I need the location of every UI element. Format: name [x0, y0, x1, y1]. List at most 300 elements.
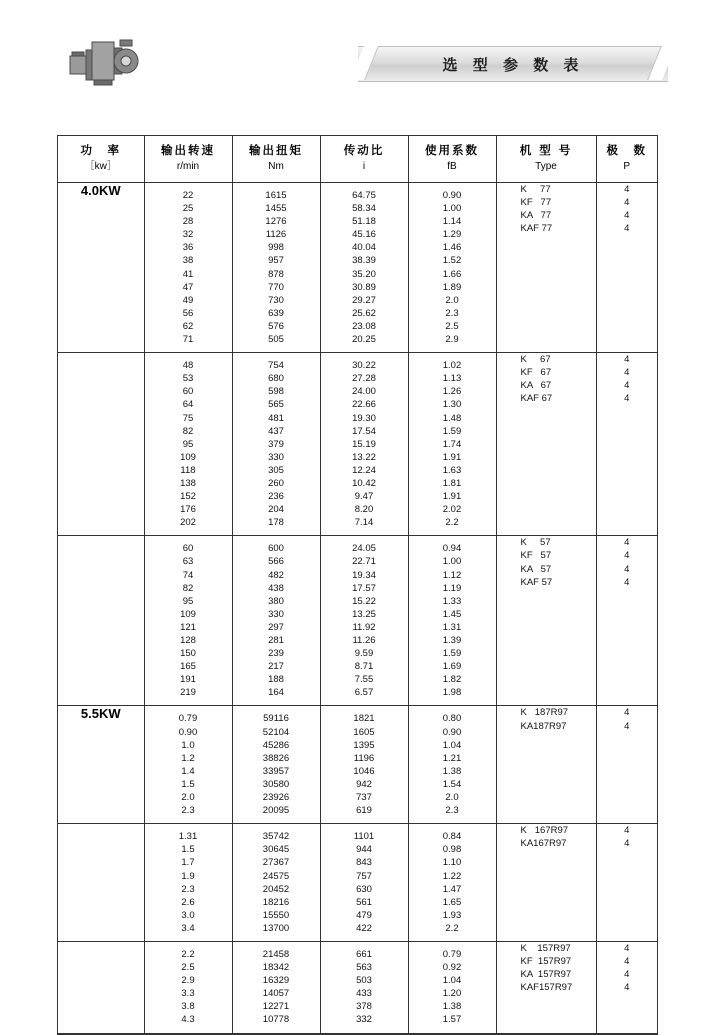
poles-list	[597, 536, 658, 588]
output-speed-value: 1.7	[181, 857, 195, 869]
service-factor-value: 1.59	[442, 425, 462, 437]
output-torque-value: 18216	[262, 896, 290, 908]
ratio-list	[321, 353, 408, 535]
service-factor-value: 1.21	[442, 752, 462, 764]
service-factor-value: 1.82	[442, 674, 462, 686]
output-torque-value: 13700	[262, 922, 290, 934]
output-torque-value: 52104	[262, 726, 290, 738]
ratio-value: 479	[356, 909, 372, 921]
output-torque-value: 21458	[262, 948, 290, 960]
output-speed-value: 75	[182, 412, 194, 424]
ratio-value: 64.75	[352, 190, 376, 201]
type-value: K 77	[520, 184, 551, 195]
service-factor-value: 0.98	[442, 844, 462, 856]
document-page	[0, 30, 715, 1026]
column-header-title-1: 输出转速	[161, 143, 215, 157]
service-factor-list	[409, 353, 496, 535]
output-speed-value: 2.0	[181, 792, 195, 804]
service-factor-cell	[408, 941, 496, 1033]
ratio-value: 1821	[353, 713, 375, 725]
column-header-unit-0: ［kw］	[84, 161, 117, 172]
power-cell	[58, 536, 144, 706]
output-torque-value: 1615	[265, 190, 287, 201]
type-value: KAF 77	[520, 223, 553, 235]
output-speed-value: 47	[182, 281, 194, 293]
output-torque-value: 10778	[262, 1014, 290, 1026]
ratio-value: 40.04	[352, 242, 376, 254]
output-speed-value: 109	[180, 451, 196, 463]
type-list	[497, 183, 596, 235]
output-torque-value: 598	[268, 386, 284, 398]
gear-motor-icon	[68, 36, 142, 88]
type-value: KA 57	[520, 563, 552, 575]
output-torque-value: 878	[268, 268, 284, 280]
output-torque-value: 188	[268, 674, 284, 686]
service-factor-value: 2.0	[445, 294, 459, 306]
type-value: KF 157R97	[520, 956, 572, 968]
output-torque-value: 505	[268, 334, 284, 346]
output-speed-value: 109	[180, 608, 196, 620]
table-row	[58, 941, 657, 1033]
output-speed-value: 1.5	[181, 844, 195, 856]
type-value: K 67	[520, 354, 551, 366]
type-value: K 57	[520, 537, 551, 549]
type-list	[497, 353, 596, 405]
output-torque-value: 566	[268, 556, 284, 568]
output-torque-value: 20095	[262, 805, 290, 817]
type-cell	[496, 706, 596, 824]
type-value: KA167R97	[520, 838, 567, 850]
service-factor-value: 1.00	[442, 556, 462, 568]
output-speed-cell	[144, 706, 232, 824]
service-factor-value: 0.92	[442, 962, 462, 974]
output-speed-value: 38	[182, 255, 194, 267]
column-header-unit-3: i	[362, 161, 366, 172]
poles-list	[597, 183, 658, 235]
output-speed-list	[145, 183, 232, 352]
table-header-row	[58, 136, 657, 183]
poles-cell	[596, 706, 657, 824]
column-header-title-5: 机 型 号	[519, 143, 573, 157]
service-factor-value: 1.98	[442, 687, 462, 699]
output-speed-value: 1.31	[178, 831, 198, 843]
service-factor-value: 0.90	[442, 726, 462, 738]
output-speed-value: 28	[182, 216, 194, 228]
output-torque-value: 239	[268, 648, 284, 660]
service-factor-value: 2.9	[445, 334, 459, 346]
output-torque-value: 18342	[262, 962, 290, 974]
service-factor-list	[409, 183, 496, 352]
poles-value: 4	[624, 825, 630, 837]
service-factor-value: 2.0	[445, 792, 459, 804]
output-torque-value: 281	[268, 635, 284, 646]
ratio-value: 20.25	[352, 334, 376, 346]
ratio-value: 9.59	[354, 648, 374, 660]
output-speed-value: 2.3	[181, 883, 195, 895]
output-speed-list	[145, 536, 232, 705]
column-header-title-3: 传动比	[343, 143, 385, 157]
output-speed-value: 36	[182, 242, 194, 254]
output-speed-value: 138	[180, 477, 196, 489]
column-header-0	[58, 136, 144, 183]
output-torque-value: 438	[268, 582, 284, 594]
output-speed-cell	[144, 353, 232, 536]
poles-value: 4	[624, 942, 630, 954]
ratio-cell	[320, 536, 408, 706]
poles-value: 4	[624, 550, 630, 562]
ratio-value: 422	[356, 922, 372, 934]
service-factor-value: 0.79	[442, 948, 462, 960]
ratio-value: 6.57	[354, 687, 374, 699]
poles-cell	[596, 824, 657, 942]
output-speed-value: 0.90	[178, 726, 198, 738]
column-header-1	[144, 136, 232, 183]
output-torque-value: 330	[268, 451, 284, 463]
service-factor-value: 2.5	[445, 320, 459, 332]
poles-list	[597, 942, 658, 994]
type-value: KA 157R97	[520, 969, 572, 981]
output-torque-value: 330	[268, 608, 284, 620]
output-torque-list	[233, 706, 320, 823]
ratio-value: 1046	[353, 765, 375, 777]
output-speed-value: 1.0	[181, 739, 195, 751]
column-header-unit-1: r/min	[176, 161, 200, 172]
service-factor-value: 1.20	[442, 988, 462, 1000]
output-speed-value: 82	[182, 582, 194, 594]
ratio-value: 757	[356, 870, 372, 882]
output-speed-value: 1.5	[181, 778, 195, 790]
poles-value: 4	[624, 838, 630, 850]
ratio-value: 19.34	[352, 569, 376, 581]
service-factor-value: 1.65	[442, 896, 462, 908]
output-torque-list	[233, 942, 320, 1033]
ratio-value: 24.05	[352, 543, 376, 555]
output-torque-value: 38826	[262, 752, 290, 764]
poles-cell	[596, 353, 657, 536]
ratio-value: 11.26	[352, 635, 376, 646]
service-factor-value: 1.54	[442, 778, 462, 790]
column-header-unit-5: Type	[535, 161, 557, 172]
poles-cell	[596, 183, 657, 353]
service-factor-value: 1.38	[442, 765, 462, 777]
ratio-value: 378	[356, 1001, 372, 1013]
output-torque-value: 59116	[263, 713, 289, 725]
ratio-cell	[320, 706, 408, 824]
page-title: 选 型 参 数 表	[442, 56, 584, 74]
type-cell	[496, 353, 596, 536]
type-value: KF 67	[520, 367, 552, 379]
service-factor-value: 1.47	[442, 883, 462, 895]
output-torque-value: 178	[268, 517, 284, 529]
service-factor-value: 0.90	[442, 190, 462, 201]
column-header-unit-6: P	[623, 161, 631, 172]
output-torque-value: 639	[268, 307, 284, 319]
output-speed-value: 60	[182, 386, 194, 398]
service-factor-value: 1.74	[442, 438, 462, 450]
service-factor-value: 1.57	[442, 1014, 462, 1026]
poles-value: 4	[624, 576, 630, 588]
service-factor-list	[409, 536, 496, 705]
output-speed-value: 62	[182, 320, 194, 332]
output-speed-value: 1.4	[181, 765, 195, 777]
output-speed-list	[145, 706, 232, 823]
output-torque-value: 1126	[265, 229, 287, 241]
type-list	[497, 824, 596, 850]
ratio-value: 942	[356, 778, 372, 790]
power-cell: 5.5KW	[58, 706, 144, 824]
ratio-value: 17.54	[352, 425, 376, 437]
ratio-value: 22.71	[352, 556, 376, 568]
title-banner	[358, 46, 668, 82]
ratio-value: 29.27	[352, 294, 376, 306]
output-torque-value: 23926	[262, 792, 290, 804]
type-value: KAF 57	[520, 576, 553, 588]
type-value: KA 67	[520, 380, 552, 392]
poles-value: 4	[624, 969, 630, 981]
output-speed-value: 128	[180, 635, 196, 646]
column-header-title-0: 功 率	[80, 143, 121, 157]
output-speed-cell	[144, 183, 232, 353]
output-speed-value: 4.3	[181, 1014, 195, 1026]
service-factor-value: 1.66	[442, 268, 462, 280]
service-factor-value: 1.33	[442, 595, 462, 607]
ratio-value: 503	[356, 975, 372, 987]
service-factor-value: 2.3	[445, 805, 459, 817]
column-header-5	[496, 136, 596, 183]
power-cell	[58, 941, 144, 1033]
output-speed-value: 56	[182, 307, 194, 319]
ratio-value: 17.57	[352, 582, 376, 594]
output-speed-value: 2.5	[181, 962, 195, 974]
service-factor-value: 1.89	[442, 281, 462, 293]
type-value: KA187R97	[520, 720, 567, 732]
poles-value: 4	[624, 184, 630, 195]
service-factor-value: 1.91	[442, 491, 462, 503]
ratio-list	[321, 183, 408, 352]
output-speed-value: 95	[182, 595, 194, 607]
type-value: KAF 67	[520, 393, 553, 405]
output-speed-value: 53	[182, 373, 194, 385]
ratio-value: 30.89	[352, 281, 376, 293]
service-factor-cell	[408, 824, 496, 942]
output-torque-value: 481	[268, 412, 284, 424]
service-factor-value: 1.12	[442, 569, 462, 581]
service-factor-cell	[408, 183, 496, 353]
poles-value: 4	[624, 380, 630, 392]
poles-value: 4	[624, 563, 630, 575]
spec-table	[58, 136, 657, 1034]
type-list	[497, 706, 596, 732]
poles-list	[597, 706, 658, 732]
output-torque-value: 437	[268, 425, 284, 437]
page-header	[28, 30, 687, 102]
type-cell	[496, 824, 596, 942]
output-torque-value: 164	[268, 687, 284, 699]
output-torque-value: 482	[268, 569, 284, 581]
column-header-title-4: 使用系数	[425, 143, 479, 157]
output-speed-value: 82	[182, 425, 194, 437]
ratio-value: 433	[356, 988, 372, 1000]
ratio-value: 7.14	[354, 517, 374, 529]
output-torque-cell	[232, 183, 320, 353]
output-torque-value: 754	[268, 360, 284, 372]
ratio-value: 7.55	[354, 674, 374, 686]
ratio-value: 1605	[353, 726, 375, 738]
output-torque-value: 20452	[262, 883, 290, 895]
ratio-value: 8.71	[354, 661, 374, 673]
output-torque-value: 27367	[262, 857, 290, 869]
output-speed-value: 25	[182, 203, 194, 215]
ratio-value: 22.66	[352, 399, 376, 411]
poles-value: 4	[624, 956, 630, 968]
output-speed-list	[145, 824, 232, 941]
column-header-6	[596, 136, 657, 183]
ratio-value: 1101	[353, 831, 375, 843]
output-speed-value: 150	[180, 648, 196, 660]
ratio-value: 332	[356, 1014, 372, 1026]
output-speed-value: 63	[182, 556, 194, 568]
type-value: K 167R97	[520, 825, 569, 837]
service-factor-value: 1.30	[442, 399, 462, 411]
service-factor-list	[409, 824, 496, 941]
type-cell	[496, 941, 596, 1033]
poles-list	[597, 353, 658, 405]
output-speed-value: 165	[180, 661, 196, 673]
output-torque-cell	[232, 706, 320, 824]
output-speed-value: 74	[182, 569, 194, 581]
output-torque-cell	[232, 941, 320, 1033]
spec-table-body	[58, 136, 657, 1033]
service-factor-value: 0.84	[442, 831, 462, 843]
output-speed-value: 95	[182, 438, 194, 450]
table-row	[58, 706, 657, 824]
column-header-title-2: 输出扭矩	[249, 143, 303, 157]
output-speed-value: 2.6	[181, 896, 195, 908]
output-torque-value: 380	[268, 595, 284, 607]
ratio-value: 12.24	[352, 464, 376, 476]
output-torque-value: 1455	[265, 203, 287, 215]
poles-cell	[596, 536, 657, 706]
output-speed-value: 219	[180, 687, 196, 699]
output-speed-value: 1.2	[181, 752, 195, 764]
type-list	[497, 942, 596, 994]
poles-value: 4	[624, 707, 630, 719]
output-speed-value: 2.9	[181, 975, 195, 987]
output-speed-cell	[144, 824, 232, 942]
ratio-value: 661	[356, 948, 372, 960]
ratio-cell	[320, 183, 408, 353]
service-factor-value: 1.31	[442, 621, 462, 633]
output-speed-value: 3.4	[181, 922, 195, 934]
type-value: KF 57	[520, 550, 552, 562]
output-torque-value: 217	[268, 661, 284, 673]
ratio-value: 35.20	[352, 268, 376, 280]
service-factor-cell	[408, 536, 496, 706]
ratio-value: 563	[356, 962, 372, 974]
type-value: KA 77	[520, 210, 552, 222]
output-speed-value: 2.3	[181, 805, 195, 817]
service-factor-value: 1.19	[442, 582, 462, 594]
column-header-3	[320, 136, 408, 183]
service-factor-list	[409, 706, 496, 823]
output-torque-value: 576	[268, 320, 284, 332]
output-torque-value: 998	[268, 242, 284, 254]
type-cell	[496, 536, 596, 706]
power-cell: 4.0KW	[58, 183, 144, 353]
service-factor-value: 1.14	[442, 216, 462, 228]
poles-list	[597, 824, 658, 850]
ratio-value: 13.22	[352, 451, 376, 463]
output-speed-value: 3.0	[181, 909, 195, 921]
column-header-title-6: 极 数	[606, 143, 647, 157]
ratio-cell	[320, 353, 408, 536]
output-speed-value: 64	[182, 399, 194, 411]
table-row	[58, 183, 657, 353]
table-row	[58, 353, 657, 536]
output-torque-list	[233, 183, 320, 352]
output-speed-value: 0.79	[178, 713, 198, 725]
service-factor-cell	[408, 706, 496, 824]
poles-value: 4	[624, 354, 630, 366]
ratio-value: 30.22	[352, 360, 376, 372]
table-row	[58, 824, 657, 942]
service-factor-value: 2.3	[445, 307, 459, 319]
service-factor-value: 1.10	[442, 857, 462, 869]
service-factor-value: 1.45	[442, 608, 462, 620]
service-factor-value: 1.22	[442, 870, 462, 882]
ratio-value: 25.62	[352, 307, 376, 319]
service-factor-value: 1.69	[442, 661, 462, 673]
output-torque-value: 16329	[262, 975, 290, 987]
column-header-unit-2: Nm	[268, 161, 284, 172]
type-value: KF 77	[520, 197, 552, 209]
output-torque-value: 14057	[262, 988, 290, 1000]
poles-value: 4	[624, 393, 630, 405]
output-torque-list	[233, 353, 320, 535]
service-factor-value: 1.38	[442, 1001, 462, 1013]
output-torque-value: 15550	[262, 909, 290, 921]
service-factor-value: 1.63	[442, 464, 462, 476]
output-torque-value: 45286	[262, 739, 290, 751]
output-torque-value: 770	[268, 281, 284, 293]
ratio-value: 23.08	[352, 320, 376, 332]
service-factor-value: 0.80	[442, 713, 462, 725]
service-factor-cell	[408, 353, 496, 536]
ratio-value: 15.19	[352, 438, 376, 450]
output-speed-value: 1.9	[181, 870, 195, 882]
output-torque-value: 236	[268, 491, 284, 503]
service-factor-value: 1.91	[442, 451, 462, 463]
service-factor-value: 2.2	[445, 517, 459, 529]
output-speed-value: 32	[182, 229, 194, 241]
service-factor-value: 1.52	[442, 255, 462, 267]
ratio-list	[321, 942, 408, 1033]
ratio-value: 38.39	[352, 255, 376, 267]
type-list	[497, 536, 596, 588]
ratio-cell	[320, 824, 408, 942]
output-speed-value: 48	[182, 360, 194, 372]
ratio-value: 10.42	[352, 477, 376, 489]
output-speed-cell	[144, 536, 232, 706]
output-torque-value: 35742	[262, 831, 290, 843]
ratio-value: 19.30	[352, 412, 376, 424]
ratio-value: 561	[356, 896, 372, 908]
output-torque-value: 297	[268, 621, 284, 633]
poles-value: 4	[624, 210, 630, 222]
ratio-value: 8.20	[354, 504, 374, 516]
poles-value: 4	[624, 197, 630, 209]
service-factor-value: 1.00	[442, 203, 462, 215]
